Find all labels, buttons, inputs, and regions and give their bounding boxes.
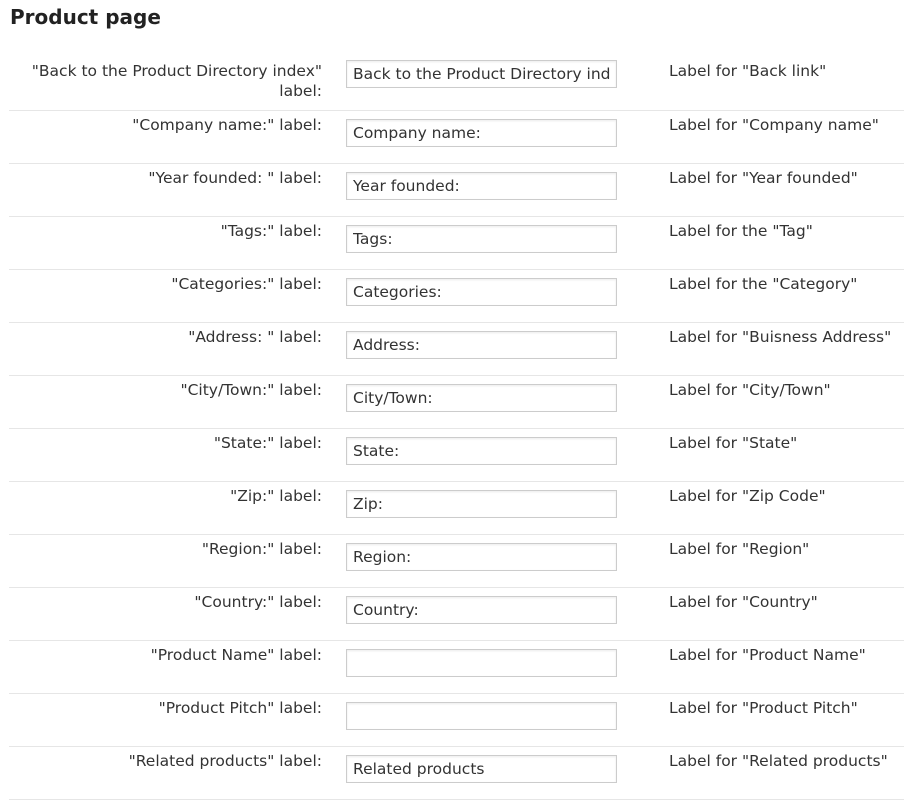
field-description: Label for "Region" — [669, 540, 810, 558]
field-description: Label for "Country" — [669, 593, 818, 611]
form-row-zip — [9, 482, 904, 535]
field-label: "Tags:" label: — [220, 222, 322, 240]
product-pitch-label-input[interactable] — [346, 702, 617, 730]
field-label: "Address: " label: — [188, 328, 322, 346]
field-description: Label for "State" — [669, 434, 798, 452]
tags-label-input[interactable] — [346, 225, 617, 253]
form-row-company-name — [9, 111, 904, 164]
state-label-input[interactable] — [346, 437, 617, 465]
back-link-label-input[interactable] — [346, 60, 617, 88]
field-label: "City/Town:" label: — [180, 381, 322, 399]
field-label: "Country:" label: — [194, 593, 322, 611]
field-description: Label for "Year founded" — [669, 169, 858, 187]
form-row-categories — [9, 270, 904, 323]
field-description: Label for the "Category" — [669, 275, 858, 293]
company-name-label-input[interactable] — [346, 119, 617, 147]
field-label: "State:" label: — [213, 434, 322, 452]
field-label: "Back to the Product Directory index" label: — [31, 62, 322, 100]
form-row-product-pitch — [9, 694, 904, 747]
form-row-year-founded — [9, 164, 904, 217]
product-name-label-input[interactable] — [346, 649, 617, 677]
field-label: "Zip:" label: — [230, 487, 322, 505]
country-label-input[interactable] — [346, 596, 617, 624]
form-row-back-link — [9, 57, 904, 111]
field-label: "Year founded: " label: — [148, 169, 322, 187]
year-founded-label-input[interactable] — [346, 172, 617, 200]
field-description: Label for "Back link" — [669, 62, 827, 80]
field-label: "Company name:" label: — [132, 116, 322, 134]
label-settings-form — [9, 57, 904, 800]
region-label-input[interactable] — [346, 543, 617, 571]
categories-label-input[interactable] — [346, 278, 617, 306]
field-label: "Region:" label: — [201, 540, 322, 558]
field-description: Label for "Zip Code" — [669, 487, 826, 505]
field-label: "Product Name" label: — [150, 646, 322, 664]
form-row-region — [9, 535, 904, 588]
field-description: Label for the "Tag" — [669, 222, 813, 240]
related-products-label-input[interactable] — [346, 755, 617, 783]
field-description: Label for "Product Pitch" — [669, 699, 858, 717]
form-row-city-town — [9, 376, 904, 429]
zip-label-input[interactable] — [346, 490, 617, 518]
form-row-tags — [9, 217, 904, 270]
form-row-state — [9, 429, 904, 482]
city-town-label-input[interactable] — [346, 384, 617, 412]
form-row-related-products — [9, 747, 904, 800]
field-description: Label for "Product Name" — [669, 646, 866, 664]
field-description: Label for "Related products" — [669, 752, 888, 770]
field-label: "Related products" label: — [128, 752, 322, 770]
page-title: Product page — [10, 5, 161, 29]
field-description: Label for "Company name" — [669, 116, 879, 134]
form-row-country — [9, 588, 904, 641]
form-row-product-name — [9, 641, 904, 694]
field-description: Label for "Buisness Address" — [669, 328, 892, 346]
address-label-input[interactable] — [346, 331, 617, 359]
form-row-address — [9, 323, 904, 376]
field-description: Label for "City/Town" — [669, 381, 831, 399]
field-label: "Product Pitch" label: — [158, 699, 322, 717]
field-label: "Categories:" label: — [171, 275, 322, 293]
